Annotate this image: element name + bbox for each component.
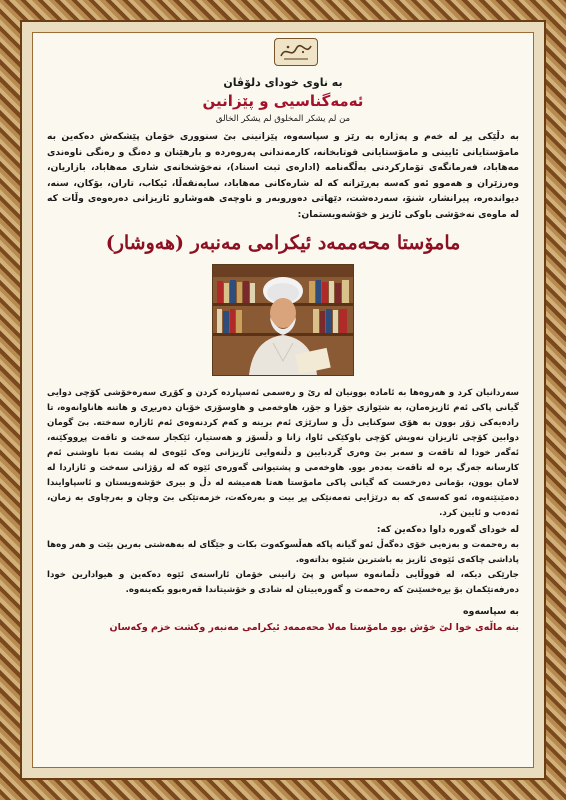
calligraphy-logo-icon <box>274 38 318 66</box>
basmala: بە ناوی خودای دلۆڤان <box>223 76 343 89</box>
prayer-line-2: جارێکی دیکە، لە قووڵایی دڵمانەوە سپاس و پێ زانینی خۆمان ئاراستەی ئێوە دەکەین و هیوادارین خودا دەرفەتێکمان بۆ بڕەخسێنێ کە رەحمەت و گەورەییتان لە شادی و خۆشیتاندا قەرەبوو بکەینەوە. <box>47 570 519 595</box>
person-name: مامۆستا محەممەد ئیکرامی مەنبەر (هەوشار) <box>105 232 461 254</box>
prayer-line-1: بە رەحمەت و بەزەیی خۆی دەگەڵ ئەو گیانە پاکە هەڵسوکەوت بکات و جێگای لە بەهەشتی بەرین بێت و هەر وەها پاداشی چاکەی ئێوەی ئازیز بە باشترین شێوە بداتەوە. <box>47 540 519 565</box>
body-paragraph: سەردانیان کرد و هەروەها بە ئامادە بوونیان لە رێ و رەسمی ئەسپاردە کردن و کۆڕی سەرەخۆشی کۆچی دوایی گیانی پاکی ئەم ئازیزەمان، بە شێوازی جۆرا و جۆر، هاوخەمی و هاوسۆزی خۆیان دەربڕی و هاتنە هاناوانەوە، تا رادەیەکی زۆر بوون بە هۆی سوکنایی دڵ و سارێژی ئەم برینە و کەم کردنەوەی ئەم ئازارە سەختە. بێ گومان دوابین کۆچی ئازیزان نەویش کۆچی باوکێکی ئاوا، زانا و دڵسۆز و هەستیار، ئێکجار سەخت و تاقەت پڕووکێنە، ئەگەر خودا لە تاقەت و سەبر بێ وەری گردبایین و دڵنەوایی ئازیزانی وەک ئێوەی لە پشت نەبا ناوشنی ئەم کارسانە جەرگ برە لە تاقەت بەدەر بوو. هاوخەمی و پشتیوانی گەورەی ئێوە کە لە رۆژانی سەخت و ئازاردا لە لامان بوون، بۆمانی دەرخست کە گیانی پاکی مامۆستا هەتا هەمیشە لە دڵ و بیری خۆشەویستان و ئاسپاوایندا دەمێنێتەوە، ئەو کەسەی کە بە درێژایی تەمەنێکی پڕ بیت و بەرەکەت، خزمەتێکی بێ وچان و بەرچاوی بە زمان، ئەدەب و ئایین کرد. <box>47 388 519 518</box>
intro-paragraph: بە دڵێکی پڕ لە خەم و پەژارە بە رێز و سپاسەوە، پێزانینی بێ سنووری خۆمان پێشکەش دەکەین بە مامۆستایانی ئایینی و مامۆستایانی قوتابخانە، کارمەندانی پەروەردە و بارهێنان و دەنگ و رەنگی ناوەندی مەهاباد، فەرمانگەی تۆمارکردنی بەڵگەنامە (ادارەی ثبت اسناد)، نەخۆشخانەی شاری مەهاباد، بازاریان، وەرزێران و هەموو ئەو کەسە بەڕێزانە کە لە شارەکانی مەهاباد، سایەنقەڵا، ئیکاب، تاران، بۆکان، سنە، دیواندەرە، پیرانشار، شنۆ، سەردەشت، دێهاتی دەوروبەر و ناوچەی هەوشارو ئازیزانی دەرەوەی وڵات کە لە ماوەی نەخۆشی باوکی ئازیز و خۆشەویستمان: <box>47 131 519 220</box>
signature-line: بنە ماڵەی خوا لێ خۆش بوو مامۆستا مەلا محەممەد ئیکرامی مەنبەر وکشت خزم وکەسان <box>109 622 519 633</box>
thanks-label: بە سپاسەوە <box>462 606 519 617</box>
arabic-hadith: من لم یشکر المخلوق لم یشکر الخالق <box>215 114 351 124</box>
page-title: ئەمەگناسیی و پێزانین <box>202 92 364 110</box>
document-content <box>47 71 519 763</box>
prayer-heading: لە خودای گەورە داوا دەکەین کە: <box>376 525 519 535</box>
portrait-photo-icon <box>212 264 354 376</box>
ornamental-frame <box>20 20 546 780</box>
document-paper <box>32 32 534 768</box>
